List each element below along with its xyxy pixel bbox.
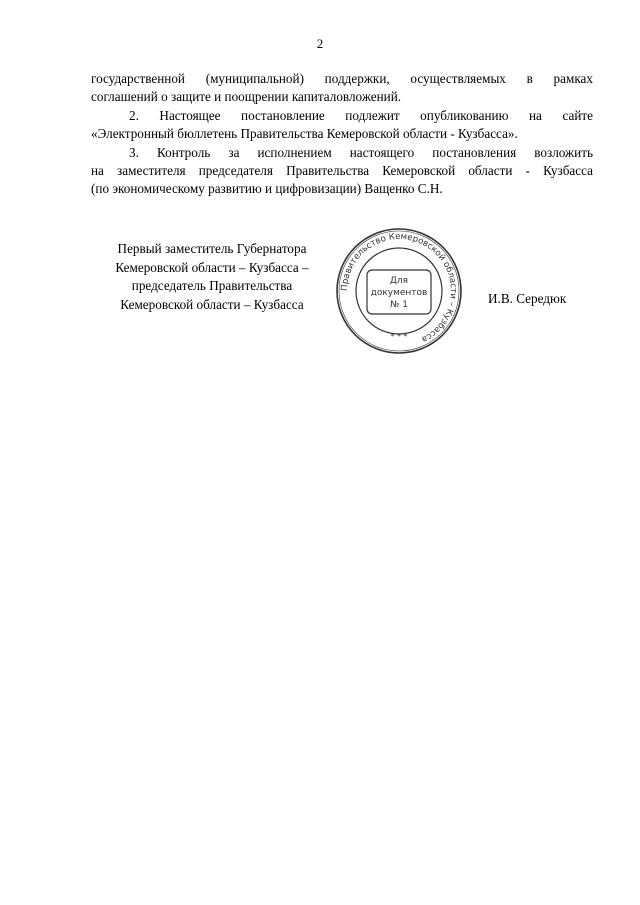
seal-stars: * * * bbox=[390, 332, 408, 341]
signer-title-line-2: Кемеровской области – Кузбасса – bbox=[115, 259, 309, 275]
paragraph-2-line-1: 2. Настоящее постановление подлежит опубликованию на сайте bbox=[129, 107, 593, 123]
paragraph-1-line-1: государственной (муниципальной) поддержки, осуществляемых в рамках bbox=[91, 71, 593, 86]
document-body bbox=[91, 70, 593, 199]
seal-center-line-3: № 1 bbox=[390, 300, 408, 310]
paragraph-3-line-2: на заместителя председателя Правительства Кемеровской области - Кузбасса bbox=[91, 163, 593, 179]
seal-ring-text: Правительство Кемеровской области – Кузбасса bbox=[339, 231, 459, 345]
signer-title-line-4: Кемеровской области – Кузбасса bbox=[120, 296, 304, 312]
paragraph-3-line-3: (по экономическому развитию и цифровизации) Ващенко С.Н. bbox=[91, 181, 443, 197]
paragraph-3-line-1: 3. Контроль за исполнением настоящего постановления возложить bbox=[129, 144, 593, 160]
official-seal bbox=[334, 226, 464, 356]
paragraph-1-line-2: соглашений о защите и поощрении капиталовложений. bbox=[91, 89, 402, 105]
seal-center-line-1: Для bbox=[389, 276, 409, 286]
seal-center-line-2: документов bbox=[370, 288, 428, 298]
signer-title-line-3: председатель Правительства bbox=[131, 278, 293, 294]
signer-title-line-1: Первый заместитель Губернатора bbox=[117, 241, 307, 256]
signer-title bbox=[92, 240, 332, 314]
paragraph-2-line-2: «Электронный бюллетень Правительства Кемеровской области - Кузбасса». bbox=[91, 126, 518, 142]
page-number: 2 bbox=[316, 36, 324, 51]
signer-name: И.В. Середюк bbox=[488, 291, 567, 306]
